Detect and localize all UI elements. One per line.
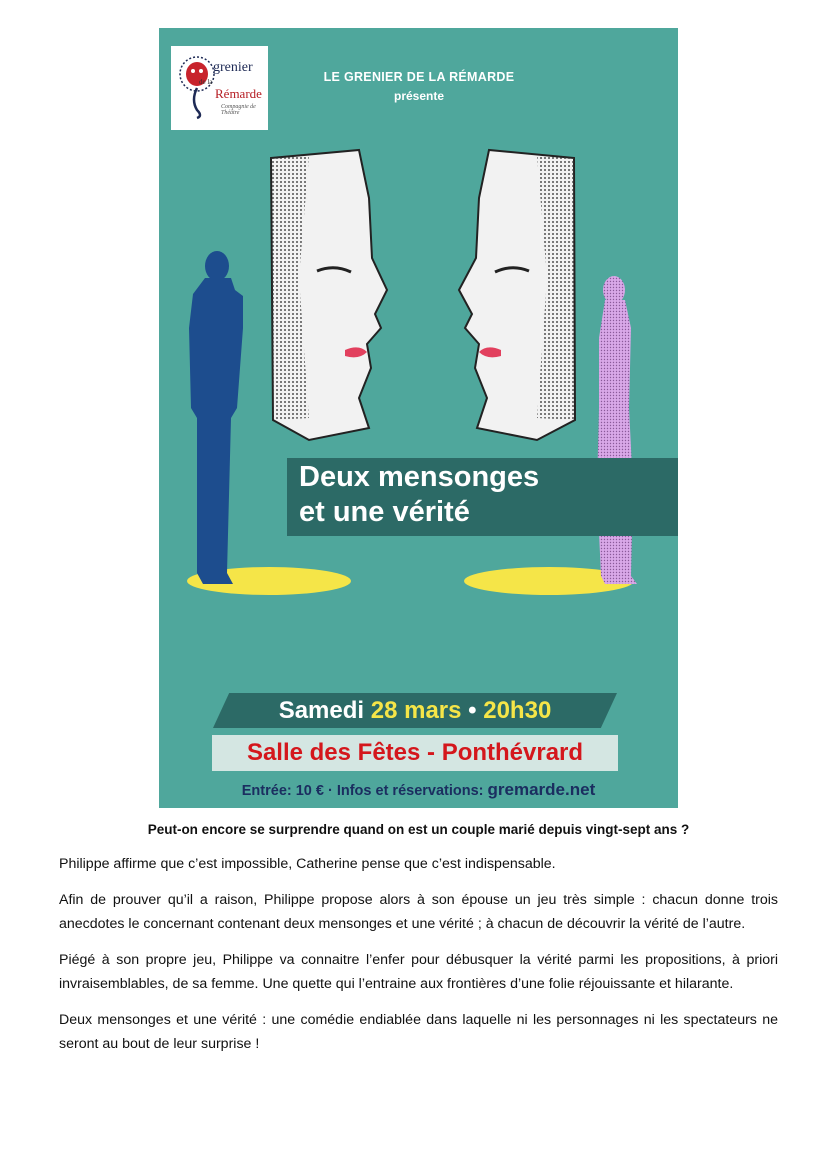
left-mask: [271, 150, 387, 440]
date-line: [213, 694, 617, 727]
woman-silhouette: [597, 276, 637, 584]
logo-tagline: Compagnie de Théâtre: [221, 104, 256, 116]
poster: [159, 28, 678, 808]
logo-text-grenier: grenier: [213, 60, 253, 75]
entry-info: [159, 780, 678, 800]
synopsis-paragraph: Deux mensonges et une vérité : une comédie endiablée dans laquelle ni les personnages ni les spectateurs ne seront au bout de leur surprise !: [59, 1012, 778, 1052]
theatre-mask-icon: [177, 54, 217, 120]
synopsis-paragraph: Piégé à son propre jeu, Philippe va connaitre l’enfer pour débusquer la vérité parmi les propositions, à priori invraisemblables, de sa femme. Une quette qui l’entraine aux frontières d’une folie réjouissante et hilarante.: [59, 952, 778, 992]
logo-small-text: de la: [199, 78, 213, 86]
date-day: Samedi: [278, 697, 365, 724]
venue-text: Salle des Fêtes - Ponthévrard: [246, 739, 584, 766]
synopsis: [59, 822, 778, 1068]
date-time: 20h30: [483, 697, 552, 724]
synopsis-paragraph: Philippe affirme que c’est impossible, Catherine pense que c’est indispensable.: [59, 856, 556, 872]
date-date: 28 mars: [370, 697, 462, 724]
synopsis-paragraph: Afin de prouver qu’il a raison, Philippe propose alors à son épouse un jeu très simple : chacun donne trois anecdotes le concernant contenant deux mensonges et une vérité ; à chacun de découvrir la vérité de l’autre.: [59, 892, 778, 932]
title-line-1: Deux mensonges: [299, 461, 540, 493]
synopsis-lead: Peut-on encore se surprendre quand on est un couple marié depuis vingt-sept ans ?: [147, 822, 690, 837]
entry-label: Entrée: 10 € · Infos et réservations:: [241, 783, 484, 799]
presenter-verb: présente: [393, 89, 445, 103]
title-banner: [287, 458, 678, 536]
title-line-2: et une vérité: [299, 496, 470, 528]
poster-illustration: [159, 28, 678, 808]
presenter-name: LE GRENIER DE LA RÉMARDE: [323, 70, 515, 84]
date-bullet: •: [468, 697, 477, 724]
man-silhouette: [189, 251, 243, 584]
logo-text-remarde: Rémarde: [215, 86, 262, 101]
company-logo: [171, 46, 268, 130]
right-mask: [459, 150, 575, 440]
website-link[interactable]: gremarde.net: [487, 780, 596, 799]
